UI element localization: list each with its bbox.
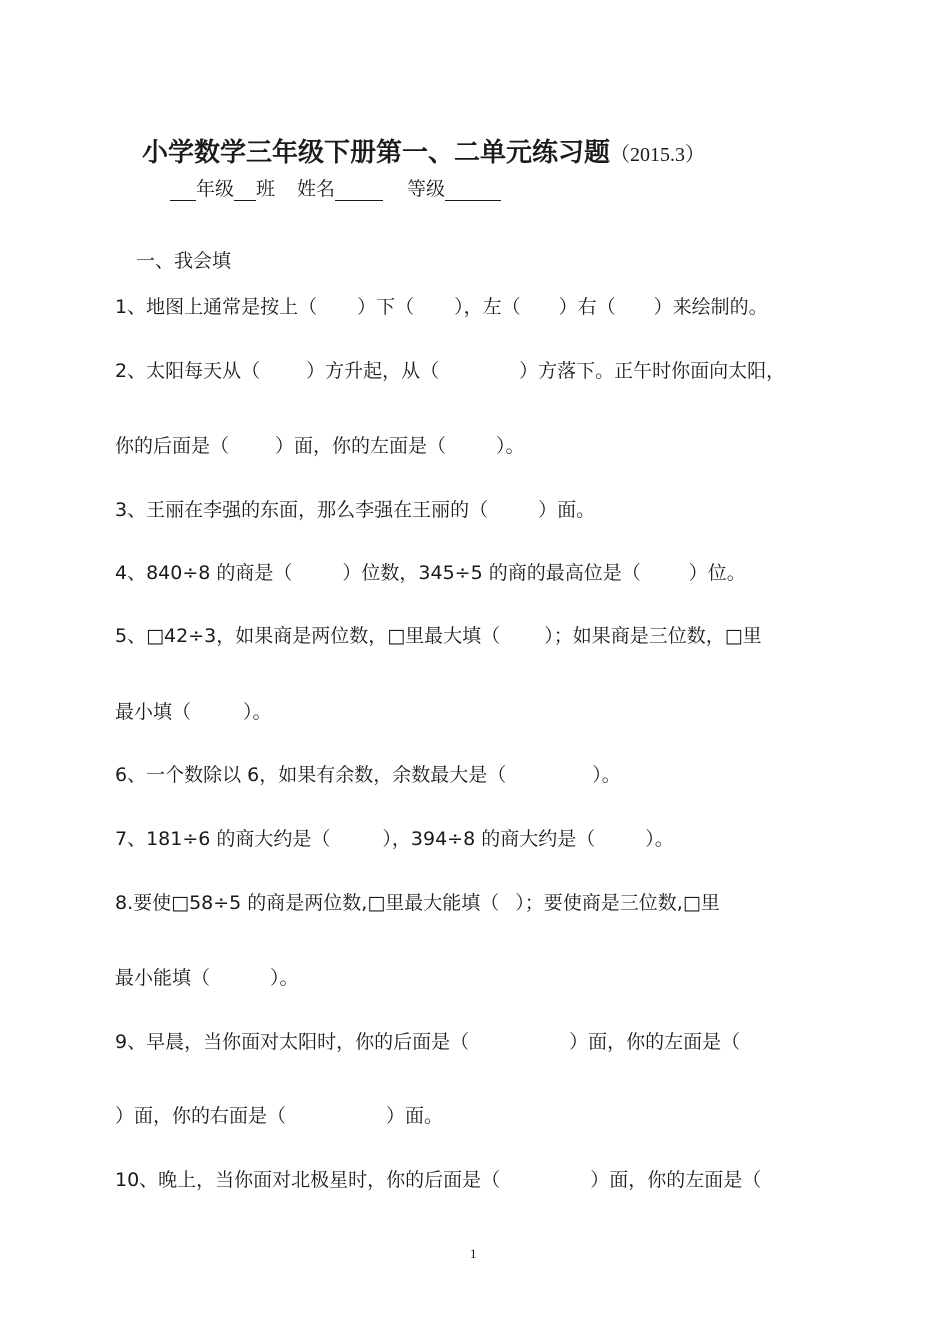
page-title xyxy=(142,132,705,169)
question-8: 8.要使□58÷5 的商是两位数,□里最大能填（ ）；要使商是三位数,□里 xyxy=(115,892,720,914)
grade-label: 年级 xyxy=(196,178,235,200)
question-8-continued: 最小能填（ ）。 xyxy=(115,967,299,989)
section-heading: 一、我会填 xyxy=(136,250,232,272)
level-label: 等级 xyxy=(407,178,446,200)
question-6: 6、一个数除以 6，如果有余数，余数最大是（ ）。 xyxy=(115,764,621,786)
question-2: 2、太阳每天从（ ）方升起，从（ ）方落下。正午时你面向太阳， xyxy=(115,360,786,382)
class-blank[interactable] xyxy=(234,180,256,201)
question-5-continued: 最小填（ ）。 xyxy=(115,701,272,723)
title-date: （2015.3） xyxy=(610,144,706,166)
question-9-continued: ）面，你的右面是（ ）面。 xyxy=(115,1105,444,1127)
level-blank[interactable] xyxy=(445,180,501,201)
question-5: 5、□42÷3，如果商是两位数，□里最大填（ ）；如果商是三位数，□里 xyxy=(115,625,762,647)
class-label: 班 xyxy=(256,178,276,200)
page-number: 1 xyxy=(470,1246,477,1261)
question-10: 10、晚上，当你面对北极星时，你的后面是（ ）面，你的左面是（ xyxy=(115,1169,762,1191)
title-main: 小学数学三年级下册第一、二单元练习题 xyxy=(142,138,611,168)
question-9: 9、早晨，当你面对太阳时，你的后面是（ ）面，你的左面是（ xyxy=(115,1031,741,1053)
name-blank[interactable] xyxy=(335,180,383,201)
question-1: 1、地图上通常是按上（ ）下（ ），左（ ）右（ ）来绘制的。 xyxy=(115,296,768,318)
student-info-line xyxy=(170,174,501,201)
question-7: 7、181÷6 的商大约是（ ），394÷8 的商大约是（ ）。 xyxy=(115,828,674,850)
grade-blank[interactable] xyxy=(170,180,196,201)
question-3: 3、王丽在李强的东面，那么李强在王丽的（ ）面。 xyxy=(115,499,596,521)
question-2-continued: 你的后面是（ ）面，你的左面是（ ）。 xyxy=(115,435,525,457)
name-label: 姓名 xyxy=(297,178,336,200)
question-4: 4、840÷8 的商是（ ）位数，345÷5 的商的最高位是（ ）位。 xyxy=(115,562,746,584)
